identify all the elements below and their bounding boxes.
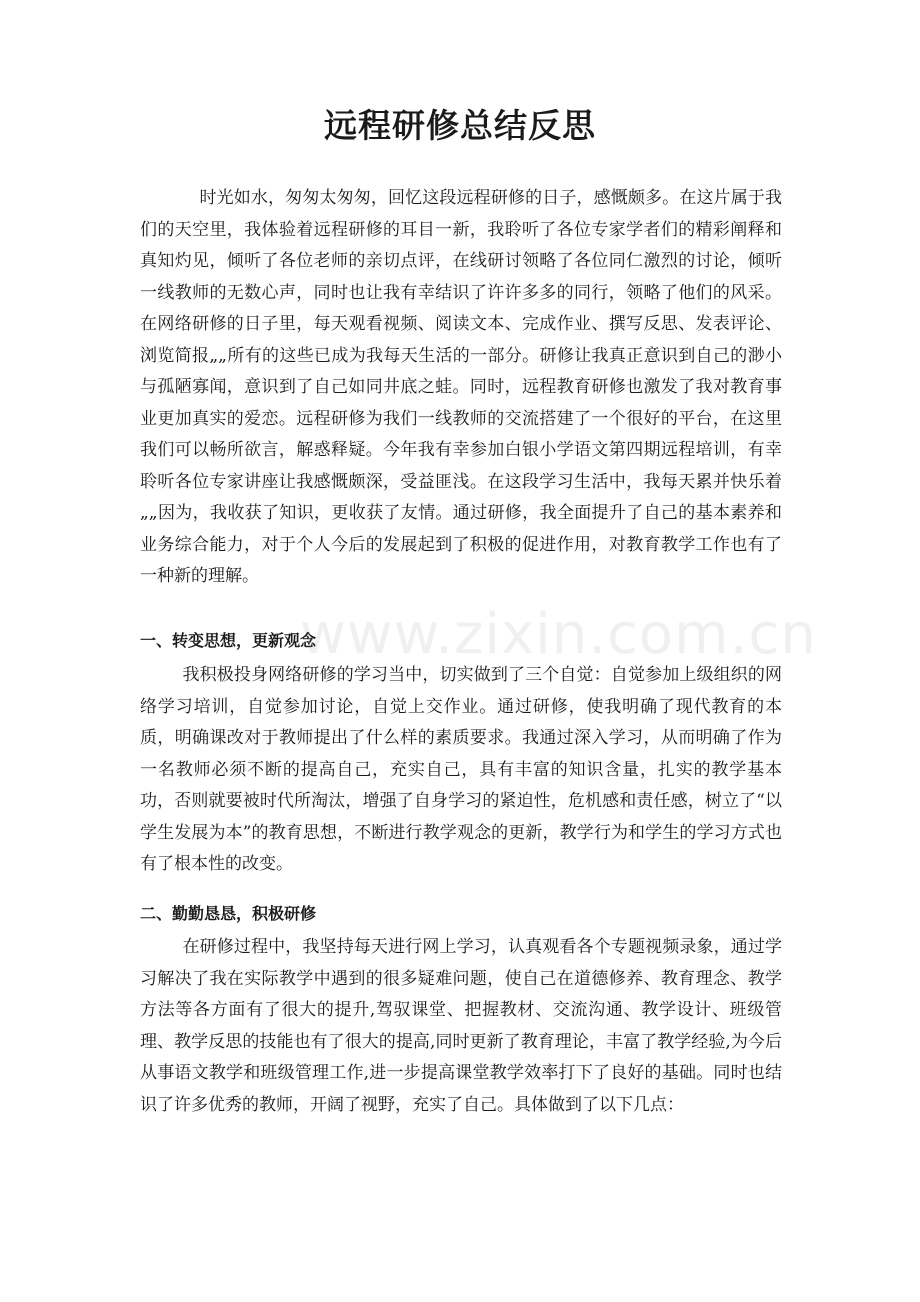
section-1-paragraph: 我积极投身网络研修的学习当中，切实做到了三个自觉：自觉参加上级组织的网络学习培训，自觉参加讨论，自觉上交作业。通过研修，使我明确了现代教育的本质，明确课改对于教师提出了什么样的素质要求。我通过深入学习，从而明确了作为一名教师必须不断的提高自己，充实自己，具有丰富的知识含量，扎实的教学基本功，否则就要被时代所淘汰，增强了自身学习的紧迫性，危机感和责任感，树立了“以学生发展为本”的教育思想，不断进行教学观念的更新，教学行为和学生的学习方式也有了根本性的改变。: [140, 665, 782, 874]
section-heading-2: 二、勤勤恳恳，积极研修: [140, 904, 317, 923]
section-2-paragraph: 在研修过程中，我坚持每天进行网上学习，认真观看各个专题视频录象，通过学习解决了我在实际教学中遇到的很多疑难问题，使自己在道德修养、教育理念、教学方法等各方面有了很大的提升,驾驭课堂、把握教材、交流沟通、教学设计、班级管理、教学反思的技能也有了很大的提高,同时更新了教育理论，丰富了教学经验,为今后从事语文教学和班级管理工作,进一步提高课堂教学效率打下了良好的基础。同时也结识了许多优秀的教师，开阔了视野，充实了自己。具体做到了以下几点：: [140, 937, 782, 1115]
document-title: 远程研修总结反思: [324, 106, 596, 145]
section-heading-1: 一、转变思想，更新观念: [140, 631, 317, 650]
site-watermark: www.zixin.com.cn: [300, 602, 817, 667]
intro-paragraph: 时光如水，匆匆太匆匆，回忆这段远程研修的日子，感慨颇多。在这片属于我们的天空里，我体验着远程研修的耳目一新，我聆听了各位专家学者们的精彩阐释和真知灼见，倾听了各位老师的亲切点评，在线研讨领略了各位同仁激烈的讨论，倾听一线教师的无数心声，同时也让我有幸结识了许许多多的同行，领略了他们的风采。在网络研修的日子里，每天观看视频、阅读文本、完成作业、撰写反思、发表评论、浏览简报„„所有的这些已成为我每天生活的一部分。研修让我真正意识到自己的渺小与孤陋寡闻，意识到了自己如同井底之蛙。同时，远程教育研修也激发了我对教育事业更加真实的爱恋。远程研修为我们一线教师的交流搭建了一个很好的平台，在这里我们可以畅所欲言，解惑释疑。今年我有幸参加白银小学语文第四期远程培训，有幸聆听各位专家讲座让我感慨颇深，受益匪浅。在这段学习生活中，我每天累并快乐着„„因为，我收获了知识，更收获了友情。通过研修，我全面提升了自己的基本素养和业务综合能力，对于个人今后的发展起到了积极的促进作用，对教育教学工作也有了一种新的理解。: [140, 188, 782, 586]
